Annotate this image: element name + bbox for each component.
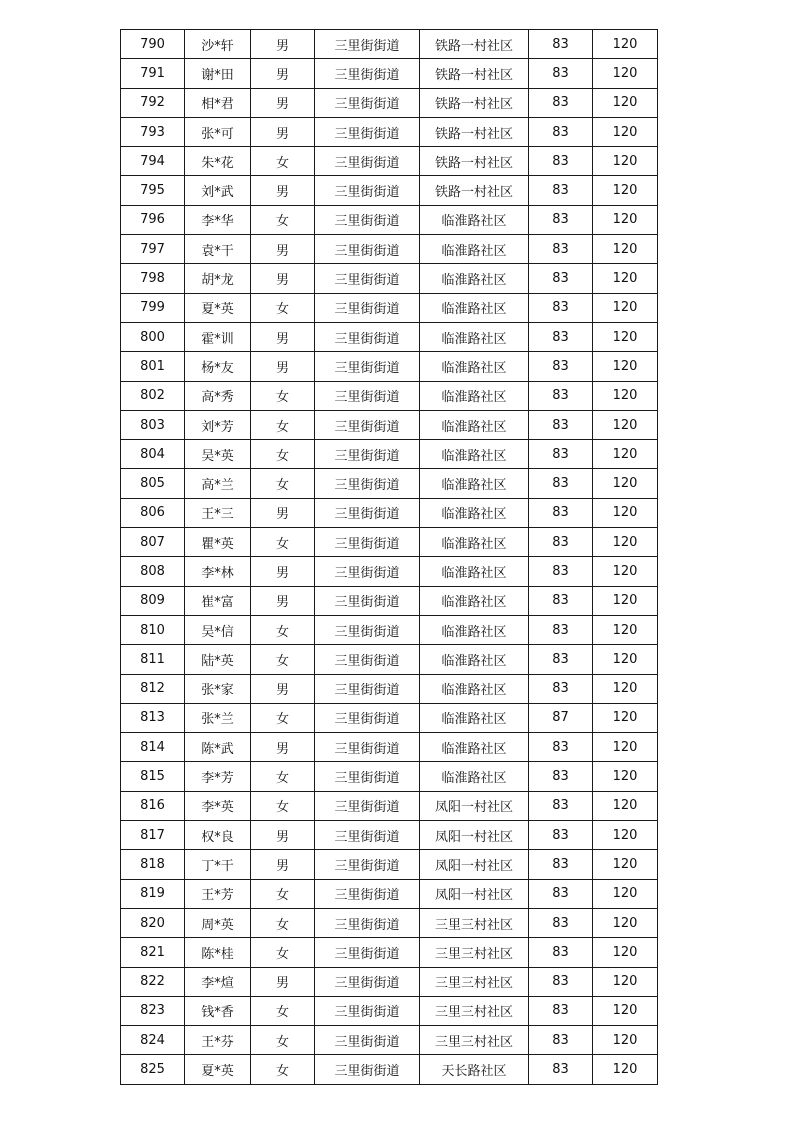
cell-street: 三里街街道 bbox=[315, 381, 420, 410]
cell-serial-number: 819 bbox=[121, 879, 185, 908]
cell-name: 杨*友 bbox=[185, 352, 251, 381]
cell-age: 83 bbox=[529, 996, 593, 1025]
cell-age: 83 bbox=[529, 176, 593, 205]
cell-serial-number: 825 bbox=[121, 1055, 185, 1084]
cell-amount: 120 bbox=[593, 1026, 658, 1055]
cell-community: 临淮路社区 bbox=[420, 469, 529, 498]
cell-community: 临淮路社区 bbox=[420, 557, 529, 586]
cell-community: 临淮路社区 bbox=[420, 733, 529, 762]
cell-sex: 男 bbox=[251, 235, 315, 264]
cell-serial-number: 800 bbox=[121, 322, 185, 351]
cell-amount: 120 bbox=[593, 235, 658, 264]
cell-street: 三里街街道 bbox=[315, 176, 420, 205]
cell-age: 83 bbox=[529, 30, 593, 59]
cell-community: 铁路一村社区 bbox=[420, 147, 529, 176]
table-row bbox=[121, 938, 658, 967]
cell-sex: 男 bbox=[251, 59, 315, 88]
cell-amount: 120 bbox=[593, 176, 658, 205]
cell-sex: 女 bbox=[251, 908, 315, 937]
cell-serial-number: 811 bbox=[121, 645, 185, 674]
cell-street: 三里街街道 bbox=[315, 528, 420, 557]
cell-amount: 120 bbox=[593, 410, 658, 439]
cell-name: 周*英 bbox=[185, 908, 251, 937]
table-row bbox=[121, 996, 658, 1025]
cell-serial-number: 806 bbox=[121, 498, 185, 527]
cell-sex: 男 bbox=[251, 850, 315, 879]
cell-community: 三里三村社区 bbox=[420, 908, 529, 937]
table-row bbox=[121, 908, 658, 937]
cell-name: 张*可 bbox=[185, 117, 251, 146]
cell-age: 83 bbox=[529, 908, 593, 937]
cell-age: 83 bbox=[529, 791, 593, 820]
cell-amount: 120 bbox=[593, 440, 658, 469]
cell-street: 三里街街道 bbox=[315, 59, 420, 88]
cell-sex: 男 bbox=[251, 733, 315, 762]
cell-sex: 男 bbox=[251, 498, 315, 527]
cell-serial-number: 804 bbox=[121, 440, 185, 469]
cell-street: 三里街街道 bbox=[315, 557, 420, 586]
roster-table-body bbox=[121, 30, 658, 1085]
cell-name: 王*芬 bbox=[185, 1026, 251, 1055]
cell-serial-number: 797 bbox=[121, 235, 185, 264]
table-row bbox=[121, 557, 658, 586]
cell-community: 铁路一村社区 bbox=[420, 176, 529, 205]
cell-sex: 男 bbox=[251, 586, 315, 615]
table-row bbox=[121, 176, 658, 205]
cell-name: 相*君 bbox=[185, 88, 251, 117]
cell-amount: 120 bbox=[593, 879, 658, 908]
cell-sex: 男 bbox=[251, 557, 315, 586]
cell-street: 三里街街道 bbox=[315, 703, 420, 732]
cell-age: 83 bbox=[529, 59, 593, 88]
cell-sex: 男 bbox=[251, 30, 315, 59]
table-row bbox=[121, 352, 658, 381]
cell-name: 李*煊 bbox=[185, 967, 251, 996]
cell-amount: 120 bbox=[593, 850, 658, 879]
cell-community: 铁路一村社区 bbox=[420, 30, 529, 59]
cell-street: 三里街街道 bbox=[315, 1055, 420, 1084]
cell-age: 83 bbox=[529, 235, 593, 264]
cell-name: 霍*训 bbox=[185, 322, 251, 351]
cell-sex: 男 bbox=[251, 352, 315, 381]
cell-serial-number: 824 bbox=[121, 1026, 185, 1055]
cell-sex: 女 bbox=[251, 469, 315, 498]
cell-age: 83 bbox=[529, 674, 593, 703]
cell-age: 83 bbox=[529, 322, 593, 351]
cell-age: 83 bbox=[529, 147, 593, 176]
cell-street: 三里街街道 bbox=[315, 615, 420, 644]
cell-street: 三里街街道 bbox=[315, 205, 420, 234]
cell-amount: 120 bbox=[593, 908, 658, 937]
cell-age: 83 bbox=[529, 440, 593, 469]
table-row bbox=[121, 586, 658, 615]
table-row bbox=[121, 879, 658, 908]
cell-amount: 120 bbox=[593, 117, 658, 146]
cell-serial-number: 818 bbox=[121, 850, 185, 879]
table-row bbox=[121, 147, 658, 176]
cell-serial-number: 790 bbox=[121, 30, 185, 59]
cell-community: 临淮路社区 bbox=[420, 762, 529, 791]
cell-serial-number: 795 bbox=[121, 176, 185, 205]
table-row bbox=[121, 528, 658, 557]
cell-street: 三里街街道 bbox=[315, 440, 420, 469]
cell-name: 夏*英 bbox=[185, 293, 251, 322]
cell-amount: 120 bbox=[593, 762, 658, 791]
cell-age: 83 bbox=[529, 967, 593, 996]
cell-name: 袁*干 bbox=[185, 235, 251, 264]
cell-sex: 男 bbox=[251, 322, 315, 351]
cell-amount: 120 bbox=[593, 645, 658, 674]
cell-name: 陈*桂 bbox=[185, 938, 251, 967]
cell-amount: 120 bbox=[593, 205, 658, 234]
table-row bbox=[121, 615, 658, 644]
table-row bbox=[121, 967, 658, 996]
table-row bbox=[121, 791, 658, 820]
cell-serial-number: 820 bbox=[121, 908, 185, 937]
cell-age: 83 bbox=[529, 762, 593, 791]
cell-street: 三里街街道 bbox=[315, 674, 420, 703]
cell-street: 三里街街道 bbox=[315, 147, 420, 176]
cell-community: 临淮路社区 bbox=[420, 205, 529, 234]
cell-street: 三里街街道 bbox=[315, 498, 420, 527]
cell-sex: 女 bbox=[251, 410, 315, 439]
cell-street: 三里街街道 bbox=[315, 117, 420, 146]
cell-community: 临淮路社区 bbox=[420, 410, 529, 439]
cell-amount: 120 bbox=[593, 528, 658, 557]
cell-amount: 120 bbox=[593, 674, 658, 703]
cell-serial-number: 796 bbox=[121, 205, 185, 234]
table-row bbox=[121, 821, 658, 850]
cell-amount: 120 bbox=[593, 615, 658, 644]
cell-amount: 120 bbox=[593, 147, 658, 176]
cell-age: 83 bbox=[529, 117, 593, 146]
cell-serial-number: 798 bbox=[121, 264, 185, 293]
cell-age: 83 bbox=[529, 469, 593, 498]
cell-name: 李*华 bbox=[185, 205, 251, 234]
table-row bbox=[121, 1026, 658, 1055]
cell-sex: 男 bbox=[251, 264, 315, 293]
cell-age: 83 bbox=[529, 88, 593, 117]
table-row bbox=[121, 264, 658, 293]
cell-amount: 120 bbox=[593, 938, 658, 967]
cell-amount: 120 bbox=[593, 469, 658, 498]
cell-community: 临淮路社区 bbox=[420, 352, 529, 381]
cell-sex: 女 bbox=[251, 440, 315, 469]
cell-age: 83 bbox=[529, 1055, 593, 1084]
table-row bbox=[121, 850, 658, 879]
cell-name: 张*兰 bbox=[185, 703, 251, 732]
cell-street: 三里街街道 bbox=[315, 352, 420, 381]
cell-amount: 120 bbox=[593, 293, 658, 322]
cell-amount: 120 bbox=[593, 88, 658, 117]
cell-street: 三里街街道 bbox=[315, 322, 420, 351]
cell-sex: 女 bbox=[251, 205, 315, 234]
cell-sex: 女 bbox=[251, 1055, 315, 1084]
cell-sex: 男 bbox=[251, 117, 315, 146]
cell-street: 三里街街道 bbox=[315, 410, 420, 439]
table-row bbox=[121, 30, 658, 59]
table-row bbox=[121, 88, 658, 117]
cell-amount: 120 bbox=[593, 791, 658, 820]
cell-age: 83 bbox=[529, 1026, 593, 1055]
cell-amount: 120 bbox=[593, 59, 658, 88]
table-row bbox=[121, 703, 658, 732]
table-row bbox=[121, 205, 658, 234]
cell-amount: 120 bbox=[593, 352, 658, 381]
cell-community: 临淮路社区 bbox=[420, 703, 529, 732]
cell-community: 三里三村社区 bbox=[420, 1026, 529, 1055]
cell-age: 83 bbox=[529, 498, 593, 527]
cell-amount: 120 bbox=[593, 821, 658, 850]
cell-name: 吴*信 bbox=[185, 615, 251, 644]
cell-name: 陆*英 bbox=[185, 645, 251, 674]
cell-age: 83 bbox=[529, 410, 593, 439]
cell-street: 三里街街道 bbox=[315, 264, 420, 293]
cell-community: 凤阳一村社区 bbox=[420, 879, 529, 908]
cell-amount: 120 bbox=[593, 996, 658, 1025]
cell-street: 三里街街道 bbox=[315, 1026, 420, 1055]
cell-sex: 女 bbox=[251, 938, 315, 967]
cell-community: 凤阳一村社区 bbox=[420, 821, 529, 850]
cell-name: 谢*田 bbox=[185, 59, 251, 88]
cell-name: 吴*英 bbox=[185, 440, 251, 469]
cell-street: 三里街街道 bbox=[315, 733, 420, 762]
cell-name: 高*秀 bbox=[185, 381, 251, 410]
cell-community: 铁路一村社区 bbox=[420, 59, 529, 88]
cell-serial-number: 807 bbox=[121, 528, 185, 557]
cell-amount: 120 bbox=[593, 30, 658, 59]
cell-community: 凤阳一村社区 bbox=[420, 850, 529, 879]
cell-serial-number: 808 bbox=[121, 557, 185, 586]
cell-sex: 男 bbox=[251, 88, 315, 117]
cell-community: 临淮路社区 bbox=[420, 586, 529, 615]
cell-street: 三里街街道 bbox=[315, 762, 420, 791]
cell-name: 刘*芳 bbox=[185, 410, 251, 439]
cell-community: 临淮路社区 bbox=[420, 264, 529, 293]
table-row bbox=[121, 235, 658, 264]
cell-name: 李*英 bbox=[185, 791, 251, 820]
cell-age: 83 bbox=[529, 557, 593, 586]
table-row bbox=[121, 674, 658, 703]
table-row bbox=[121, 381, 658, 410]
cell-name: 高*兰 bbox=[185, 469, 251, 498]
cell-street: 三里街街道 bbox=[315, 235, 420, 264]
cell-amount: 120 bbox=[593, 733, 658, 762]
cell-amount: 120 bbox=[593, 967, 658, 996]
cell-street: 三里街街道 bbox=[315, 821, 420, 850]
cell-serial-number: 821 bbox=[121, 938, 185, 967]
cell-sex: 男 bbox=[251, 176, 315, 205]
cell-name: 陈*武 bbox=[185, 733, 251, 762]
table-row bbox=[121, 410, 658, 439]
cell-sex: 男 bbox=[251, 821, 315, 850]
cell-sex: 女 bbox=[251, 645, 315, 674]
cell-amount: 120 bbox=[593, 703, 658, 732]
cell-age: 83 bbox=[529, 352, 593, 381]
cell-community: 临淮路社区 bbox=[420, 528, 529, 557]
cell-sex: 女 bbox=[251, 996, 315, 1025]
cell-age: 83 bbox=[529, 264, 593, 293]
cell-street: 三里街街道 bbox=[315, 908, 420, 937]
cell-street: 三里街街道 bbox=[315, 645, 420, 674]
cell-sex: 女 bbox=[251, 528, 315, 557]
cell-name: 王*芳 bbox=[185, 879, 251, 908]
cell-community: 临淮路社区 bbox=[420, 440, 529, 469]
cell-age: 83 bbox=[529, 205, 593, 234]
cell-street: 三里街街道 bbox=[315, 30, 420, 59]
cell-street: 三里街街道 bbox=[315, 586, 420, 615]
cell-age: 83 bbox=[529, 645, 593, 674]
cell-street: 三里街街道 bbox=[315, 938, 420, 967]
cell-serial-number: 812 bbox=[121, 674, 185, 703]
cell-name: 朱*花 bbox=[185, 147, 251, 176]
cell-serial-number: 809 bbox=[121, 586, 185, 615]
cell-community: 三里三村社区 bbox=[420, 967, 529, 996]
cell-street: 三里街街道 bbox=[315, 293, 420, 322]
cell-amount: 120 bbox=[593, 322, 658, 351]
cell-age: 83 bbox=[529, 293, 593, 322]
cell-community: 三里三村社区 bbox=[420, 938, 529, 967]
cell-community: 临淮路社区 bbox=[420, 322, 529, 351]
cell-community: 临淮路社区 bbox=[420, 498, 529, 527]
cell-community: 临淮路社区 bbox=[420, 293, 529, 322]
cell-serial-number: 810 bbox=[121, 615, 185, 644]
table-row bbox=[121, 498, 658, 527]
table-row bbox=[121, 733, 658, 762]
cell-sex: 男 bbox=[251, 967, 315, 996]
cell-name: 瞿*英 bbox=[185, 528, 251, 557]
cell-name: 沙*轩 bbox=[185, 30, 251, 59]
cell-serial-number: 799 bbox=[121, 293, 185, 322]
cell-sex: 女 bbox=[251, 381, 315, 410]
roster-table bbox=[120, 29, 658, 1085]
cell-serial-number: 805 bbox=[121, 469, 185, 498]
cell-name: 钱*香 bbox=[185, 996, 251, 1025]
table-row bbox=[121, 1055, 658, 1084]
cell-community: 铁路一村社区 bbox=[420, 117, 529, 146]
cell-sex: 女 bbox=[251, 703, 315, 732]
cell-sex: 女 bbox=[251, 615, 315, 644]
table-row bbox=[121, 762, 658, 791]
table-row bbox=[121, 440, 658, 469]
cell-community: 临淮路社区 bbox=[420, 645, 529, 674]
cell-street: 三里街街道 bbox=[315, 791, 420, 820]
cell-serial-number: 803 bbox=[121, 410, 185, 439]
cell-amount: 120 bbox=[593, 381, 658, 410]
cell-name: 刘*武 bbox=[185, 176, 251, 205]
cell-age: 83 bbox=[529, 879, 593, 908]
cell-community: 临淮路社区 bbox=[420, 381, 529, 410]
cell-serial-number: 794 bbox=[121, 147, 185, 176]
cell-sex: 女 bbox=[251, 147, 315, 176]
cell-serial-number: 801 bbox=[121, 352, 185, 381]
cell-age: 83 bbox=[529, 586, 593, 615]
cell-name: 丁*干 bbox=[185, 850, 251, 879]
cell-name: 崔*富 bbox=[185, 586, 251, 615]
table-row bbox=[121, 293, 658, 322]
cell-sex: 女 bbox=[251, 762, 315, 791]
cell-street: 三里街街道 bbox=[315, 996, 420, 1025]
cell-serial-number: 791 bbox=[121, 59, 185, 88]
cell-serial-number: 802 bbox=[121, 381, 185, 410]
cell-age: 83 bbox=[529, 821, 593, 850]
cell-serial-number: 816 bbox=[121, 791, 185, 820]
table-row bbox=[121, 469, 658, 498]
cell-sex: 男 bbox=[251, 674, 315, 703]
cell-age: 83 bbox=[529, 733, 593, 762]
cell-community: 临淮路社区 bbox=[420, 235, 529, 264]
cell-name: 权*良 bbox=[185, 821, 251, 850]
cell-street: 三里街街道 bbox=[315, 879, 420, 908]
cell-serial-number: 815 bbox=[121, 762, 185, 791]
cell-age: 83 bbox=[529, 938, 593, 967]
cell-age: 83 bbox=[529, 850, 593, 879]
cell-serial-number: 822 bbox=[121, 967, 185, 996]
cell-sex: 女 bbox=[251, 1026, 315, 1055]
table-row bbox=[121, 59, 658, 88]
cell-amount: 120 bbox=[593, 557, 658, 586]
cell-serial-number: 793 bbox=[121, 117, 185, 146]
table-row bbox=[121, 117, 658, 146]
cell-community: 天长路社区 bbox=[420, 1055, 529, 1084]
cell-sex: 女 bbox=[251, 293, 315, 322]
cell-amount: 120 bbox=[593, 586, 658, 615]
cell-amount: 120 bbox=[593, 498, 658, 527]
cell-age: 83 bbox=[529, 528, 593, 557]
cell-name: 夏*英 bbox=[185, 1055, 251, 1084]
cell-age: 83 bbox=[529, 615, 593, 644]
cell-name: 王*三 bbox=[185, 498, 251, 527]
cell-serial-number: 814 bbox=[121, 733, 185, 762]
cell-serial-number: 823 bbox=[121, 996, 185, 1025]
cell-street: 三里街街道 bbox=[315, 88, 420, 117]
cell-sex: 女 bbox=[251, 791, 315, 820]
table-row bbox=[121, 645, 658, 674]
cell-sex: 女 bbox=[251, 879, 315, 908]
cell-community: 铁路一村社区 bbox=[420, 88, 529, 117]
cell-serial-number: 817 bbox=[121, 821, 185, 850]
cell-serial-number: 813 bbox=[121, 703, 185, 732]
cell-community: 临淮路社区 bbox=[420, 615, 529, 644]
cell-name: 张*家 bbox=[185, 674, 251, 703]
table-row bbox=[121, 322, 658, 351]
cell-age: 87 bbox=[529, 703, 593, 732]
cell-name: 胡*龙 bbox=[185, 264, 251, 293]
cell-serial-number: 792 bbox=[121, 88, 185, 117]
cell-amount: 120 bbox=[593, 1055, 658, 1084]
cell-community: 临淮路社区 bbox=[420, 674, 529, 703]
cell-street: 三里街街道 bbox=[315, 850, 420, 879]
cell-street: 三里街街道 bbox=[315, 967, 420, 996]
cell-age: 83 bbox=[529, 381, 593, 410]
cell-amount: 120 bbox=[593, 264, 658, 293]
cell-street: 三里街街道 bbox=[315, 469, 420, 498]
cell-name: 李*芳 bbox=[185, 762, 251, 791]
cell-community: 三里三村社区 bbox=[420, 996, 529, 1025]
cell-name: 李*林 bbox=[185, 557, 251, 586]
cell-community: 凤阳一村社区 bbox=[420, 791, 529, 820]
